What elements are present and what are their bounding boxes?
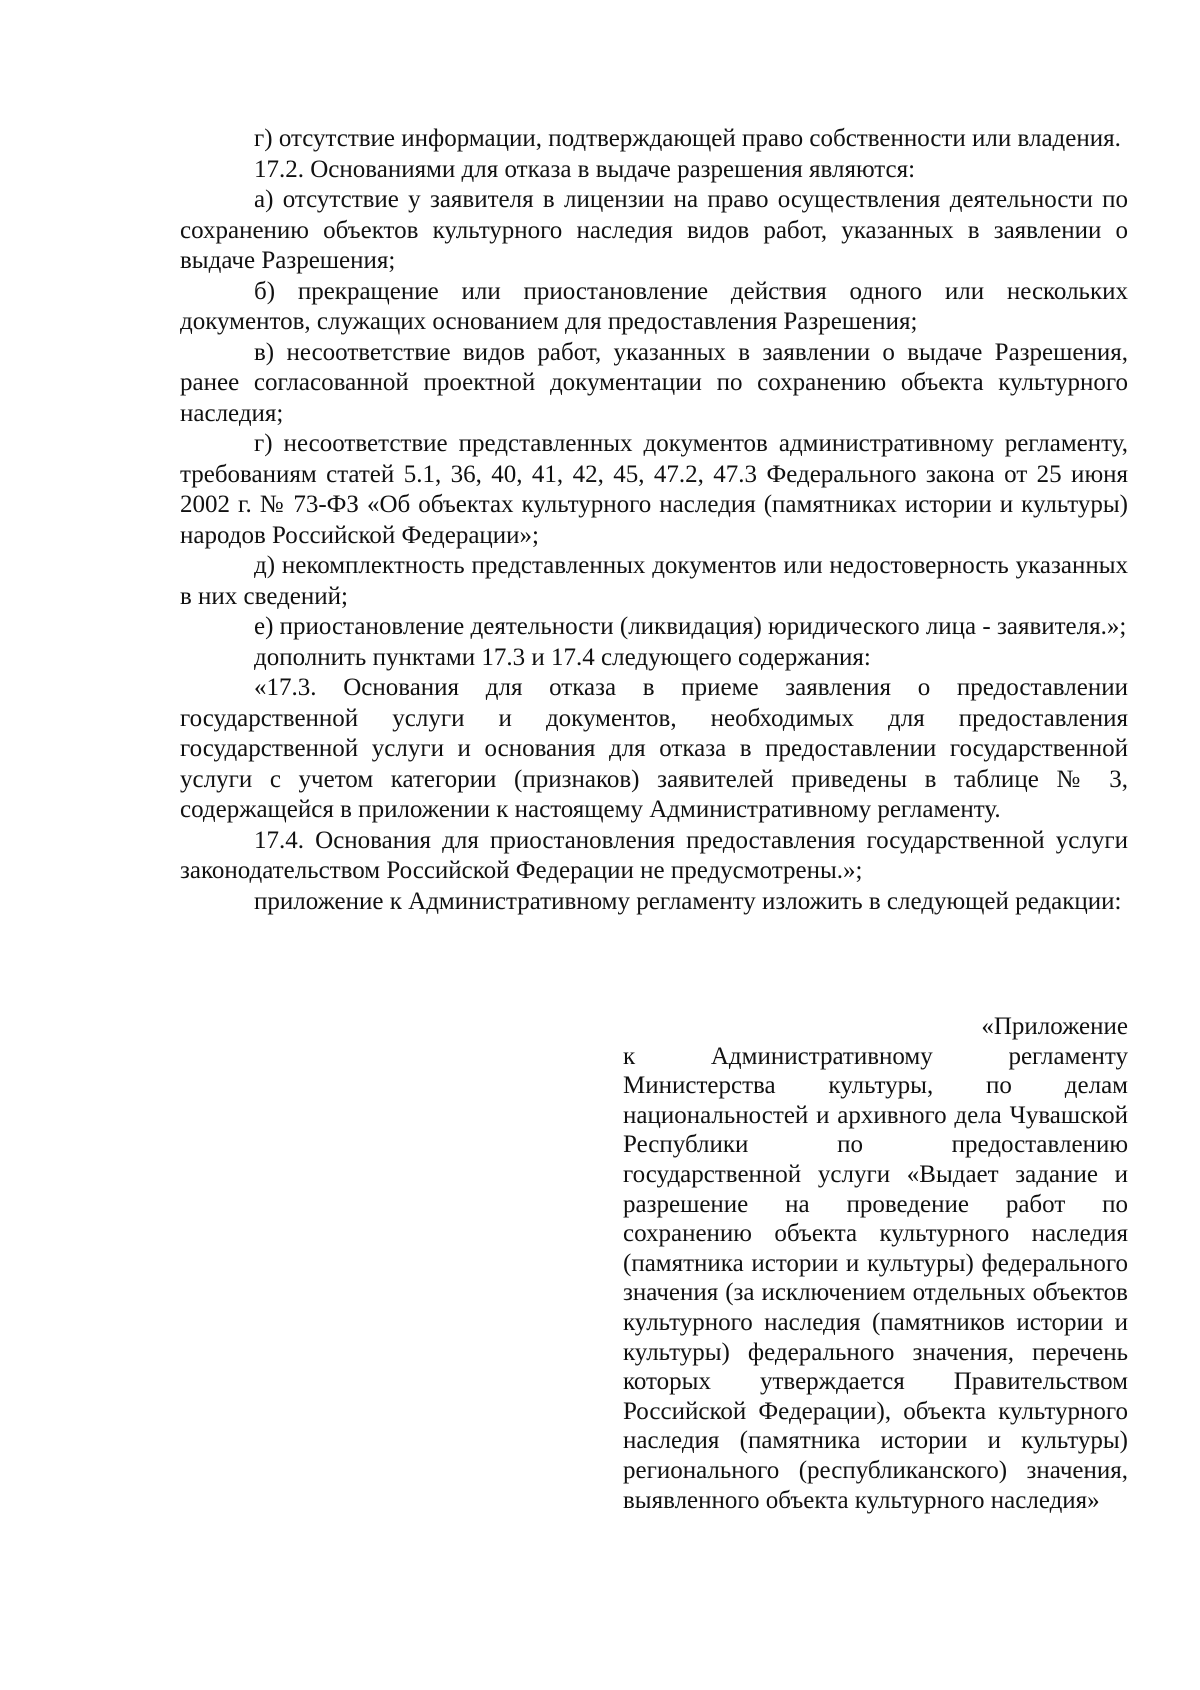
paragraph-17-3: «17.3. Основания для отказа в приеме заявления о предоставлении государственной услуги и документов, необходимых для предоставления государственной услуги и основания для отказа в предоставлении государственной услуги с учетом категории (признаков) заявителей приведены в таблице № 3, содержащейся в приложении к настоящему Административному регламенту. [180,674,1128,823]
paragraph-item-e: е) приостановление деятельности (ликвидация) юридического лица - заявителя.»; [254,613,1127,640]
appendix-block [623,1012,1128,1515]
document-body [180,124,1128,917]
paragraph-appendix-intro: приложение к Административному регламенту изложить в следующей редакции: [254,887,1122,915]
appendix-text: к Административному регламенту Министерства культуры, по делам национальностей и архивного дела Чувашской Республики по предоставлению государственной услуги «Выдает задание и разрешение на проведение работ по сохранению объекта культурного наследия (памятника истории и культуры) федерального значения (за исключением отдельных объектов культурного наследия (памятников истории и культуры) федерального значения, перечень которых утверждается Правительством Российской Федерации), объекта культурного наследия (памятника истории и культуры) регионального (республиканского) значения, выявленного объекта культурного наследия» [623,1042,1128,1514]
paragraph-item-d: д) некомплектность представленных документов или недостоверность указанных в них сведений; [180,552,1128,610]
paragraph-item-a: а) отсутствие у заявителя в лицензии на право осуществления деятельности по сохранению объектов культурного наследия видов работ, указанных в заявлении о выдаче Разрешения; [180,186,1128,274]
paragraph-item-g-ownership: г) отсутствие информации, подтверждающей право собственности или владения. [254,125,1121,152]
paragraph-amendment-intro: дополнить пунктами 17.3 и 17.4 следующего содержания: [254,643,871,671]
paragraph-17-2-heading: 17.2. Основаниями для отказа в выдаче разрешения являются: [254,155,916,183]
paragraph-item-g: г) несоответствие представленных документов административному регламенту, требованиям статей 5.1, 36, 40, 41, 42, 45, 47.2, 47.3 Федерального закона от 25 июня 2002 г. № 73-ФЗ «Об объектах культурного наследия (памятниках истории и культуры) народов Российской Федерации»; [180,430,1128,549]
appendix-title: «Приложение [981,1013,1128,1040]
paragraph-item-b: б) прекращение или приостановление действия одного или нескольких документов, служащих основанием для предоставления Разрешения; [180,277,1128,335]
paragraph-item-v: в) несоответствие видов работ, указанных в заявлении о выдаче Разрешения, ранее согласованной проектной документации по сохранению объекта культурного наследия; [180,338,1128,427]
paragraph-17-4: 17.4. Основания для приостановления предоставления государственной услуги законодательством Российской Федерации не предусмотрены.»; [180,826,1128,884]
